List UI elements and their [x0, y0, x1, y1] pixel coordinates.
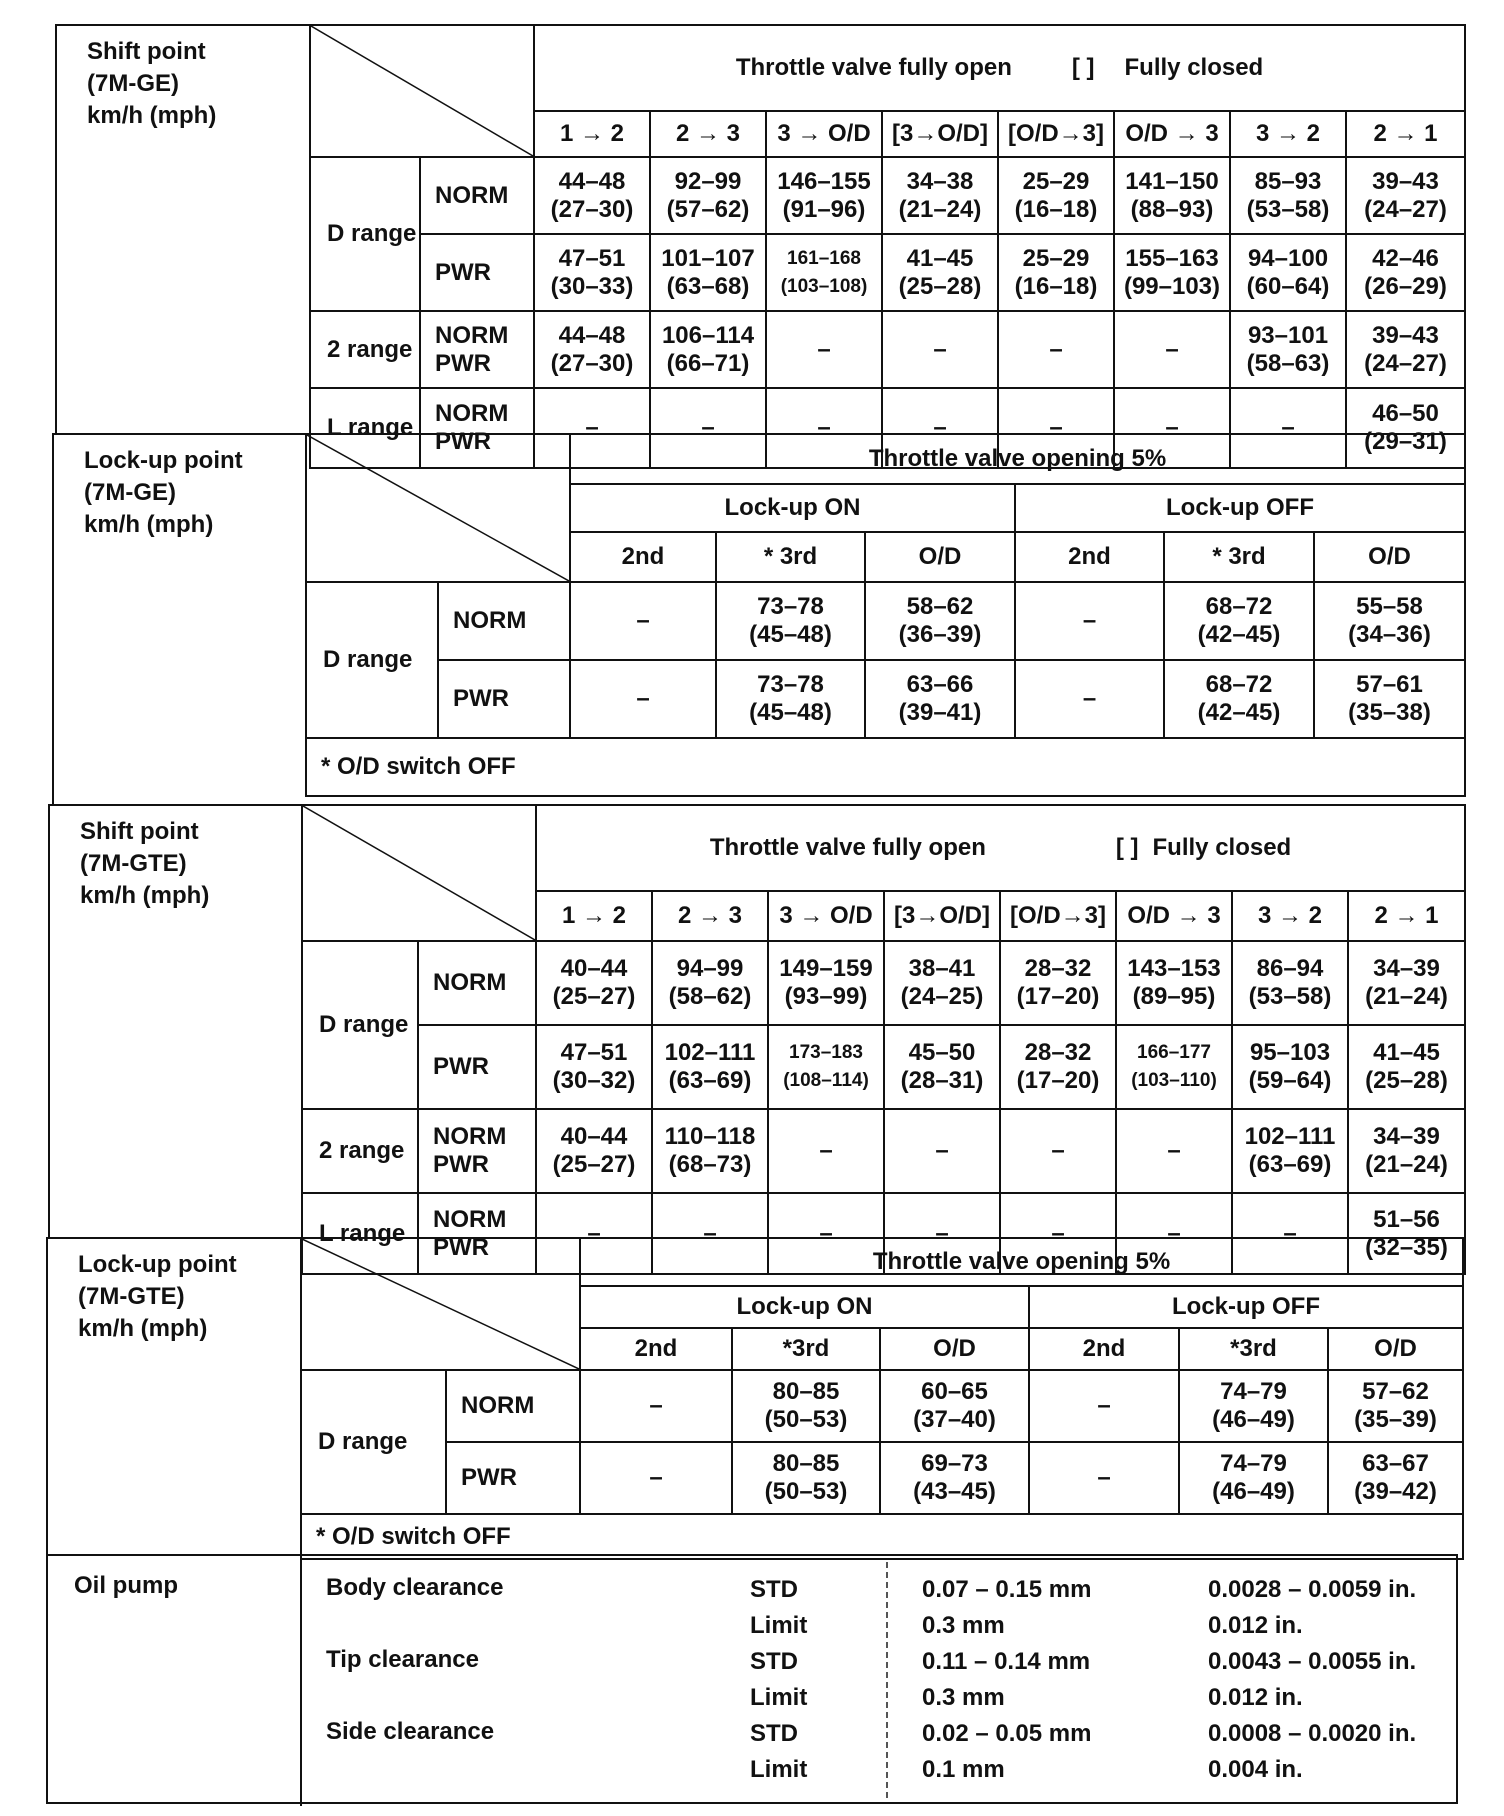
range-label: D range: [301, 1370, 446, 1514]
lockup-on-group: Lock-up ON: [570, 484, 1015, 532]
limit-mm: 0.3 mm: [922, 1684, 1005, 1711]
col-header: 3 → O/D: [768, 891, 884, 941]
value-cell: 60–65 (37–40): [880, 1370, 1029, 1442]
col-header: 2 → 3: [652, 891, 768, 941]
lockup-point-7m-ge-section: [52, 433, 1460, 806]
mode-label: NORM PWR: [418, 1193, 536, 1274]
shift-point-7m-gte-section: [48, 804, 1460, 1261]
value-cell: 41–45 (25–28): [882, 234, 998, 311]
col-header: 2 → 3: [650, 111, 766, 157]
diagonal-corner-cell: [306, 434, 570, 582]
limit-label: Limit: [750, 1756, 808, 1783]
value-cell: 51–56 (32–35): [1348, 1193, 1465, 1274]
col-header: * 3rd: [1164, 532, 1314, 582]
value-cell: –: [1029, 1370, 1179, 1442]
std-mm: 0.11 – 0.14 mm: [922, 1648, 1091, 1675]
value-cell: 63–67 (39–42): [1328, 1442, 1463, 1514]
lockup-point-7m-gte-section: [46, 1237, 1458, 1556]
diagonal-corner-cell: [302, 805, 536, 941]
value-cell: 41–45 (25–28): [1348, 1025, 1465, 1109]
limit-in: 0.004 in.: [1208, 1756, 1303, 1783]
limit-mm: 0.1 mm: [922, 1756, 1005, 1783]
lockup-point-table: [300, 1237, 1464, 1560]
limit-in: 0.012 in.: [1208, 1684, 1303, 1711]
mode-label: NORM PWR: [418, 1109, 536, 1193]
value-cell: –: [536, 1193, 652, 1274]
mode-label: PWR: [446, 1442, 580, 1514]
limit-mm: 0.3 mm: [922, 1612, 1005, 1639]
std-label: STD: [750, 1576, 798, 1603]
value-cell: 44–48 (27–30): [534, 157, 650, 234]
range-label: D range: [302, 941, 418, 1109]
throttle-header: [534, 25, 1465, 111]
section-label: Shift point (7M-GTE) km/h (mph): [80, 818, 210, 909]
value-cell: 161–168 (103–108): [766, 234, 882, 311]
value-cell: –: [766, 388, 882, 468]
col-header: 3 → 2: [1230, 111, 1346, 157]
std-in: 0.0028 – 0.0059 in.: [1208, 1576, 1417, 1603]
oil-pump-section: [46, 1554, 1458, 1804]
value-cell: –: [768, 1193, 884, 1274]
value-cell: 57–61 (35–38): [1314, 660, 1465, 738]
value-cell: 42–46 (26–29): [1346, 234, 1465, 311]
value-cell: –: [766, 311, 882, 388]
value-cell: 28–32 (17–20): [1000, 1025, 1116, 1109]
mode-label: PWR: [420, 234, 534, 311]
value-cell: –: [1116, 1109, 1232, 1193]
column-divider: [300, 1554, 302, 1806]
value-cell: 149–159 (93–99): [768, 941, 884, 1025]
mode-label: PWR: [438, 660, 570, 738]
value-cell: –: [580, 1370, 732, 1442]
value-cell: 141–150 (88–93): [1114, 157, 1230, 234]
shift-point-7m-ge-section: [55, 24, 1460, 455]
col-header: 3 → O/D: [766, 111, 882, 157]
col-header: 2nd: [1015, 532, 1164, 582]
value-cell: 92–99 (57–62): [650, 157, 766, 234]
range-label: L range: [310, 388, 420, 468]
value-divider: [886, 1562, 888, 1798]
col-header: O/D → 3: [1114, 111, 1230, 157]
throttle-header: [536, 805, 1465, 891]
col-header: [3→O/D]: [884, 891, 1000, 941]
col-header: 2 → 1: [1346, 111, 1465, 157]
bracket-label: [ ]: [1115, 834, 1139, 861]
value-cell: 25–29 (16–18): [998, 157, 1114, 234]
value-cell: 39–43 (24–27): [1346, 311, 1465, 388]
value-cell: 74–79 (46–49): [1179, 1442, 1328, 1514]
value-cell: 94–99 (58–62): [652, 941, 768, 1025]
limit-label: Limit: [750, 1684, 808, 1711]
value-cell: –: [998, 311, 1114, 388]
range-label: 2 range: [310, 311, 420, 388]
value-cell: –: [1116, 1193, 1232, 1274]
value-cell: 47–51 (30–33): [534, 234, 650, 311]
throttle-opening-header: Throttle valve opening 5%: [570, 434, 1465, 484]
value-cell: 155–163 (99–103): [1114, 234, 1230, 311]
value-cell: 46–50 (29–31): [1346, 388, 1465, 468]
value-cell: –: [1029, 1442, 1179, 1514]
fully-closed-label: Fully closed: [1152, 834, 1292, 861]
shift-point-table: [309, 24, 1466, 469]
value-cell: 45–50 (28–31): [884, 1025, 1000, 1109]
oil-item-name: Body clearance: [326, 1574, 504, 1601]
value-cell: –: [884, 1193, 1000, 1274]
value-cell: 63–66 (39–41): [865, 660, 1015, 738]
section-label: Shift point (7M-GE) km/h (mph): [87, 38, 217, 129]
col-header: * 3rd: [716, 532, 865, 582]
value-cell: 73–78 (45–48): [716, 660, 865, 738]
value-cell: 40–44 (25–27): [536, 941, 652, 1025]
value-cell: 166–177 (103–110): [1116, 1025, 1232, 1109]
value-cell: 40–44 (25–27): [536, 1109, 652, 1193]
value-cell: 38–41 (24–25): [884, 941, 1000, 1025]
value-cell: –: [998, 388, 1114, 468]
col-header: O/D: [880, 1328, 1029, 1370]
col-header: *3rd: [1179, 1328, 1328, 1370]
value-cell: 34–39 (21–24): [1348, 941, 1465, 1025]
value-cell: 143–153 (89–95): [1116, 941, 1232, 1025]
range-label: D range: [310, 157, 420, 311]
col-header: 2nd: [580, 1328, 732, 1370]
section-label: Lock-up point (7M-GTE) km/h (mph): [78, 1251, 237, 1342]
fully-open-label: Throttle valve fully open: [709, 834, 986, 861]
lockup-off-group: Lock-up OFF: [1029, 1286, 1463, 1328]
diagonal-corner-cell: [310, 25, 534, 157]
mode-label: NORM: [418, 941, 536, 1025]
std-label: STD: [750, 1648, 798, 1675]
col-header: 3 → 2: [1232, 891, 1348, 941]
value-cell: 28–32 (17–20): [1000, 941, 1116, 1025]
col-header: O/D: [1314, 532, 1465, 582]
col-header: 2nd: [1029, 1328, 1179, 1370]
section-label: Oil pump: [74, 1572, 178, 1599]
mode-label: PWR: [418, 1025, 536, 1109]
oil-item-name: Side clearance: [326, 1718, 495, 1745]
std-mm: 0.07 – 0.15 mm: [922, 1576, 1092, 1603]
value-cell: 68–72 (42–45): [1164, 660, 1314, 738]
col-header: 2 → 1: [1348, 891, 1465, 941]
col-header: *3rd: [732, 1328, 880, 1370]
value-cell: 93–101 (58–63): [1230, 311, 1346, 388]
col-header: [O/D→3]: [1000, 891, 1116, 941]
range-label: D range: [306, 582, 438, 738]
fully-closed-label: Fully closed: [1124, 54, 1264, 81]
value-cell: 102–111 (63–69): [1232, 1109, 1348, 1193]
col-header: [3→O/D]: [882, 111, 998, 157]
lockup-on-group: Lock-up ON: [580, 1286, 1029, 1328]
value-cell: –: [652, 1193, 768, 1274]
value-cell: 57–62 (35–39): [1328, 1370, 1463, 1442]
value-cell: –: [570, 582, 716, 660]
value-cell: 34–38 (21–24): [882, 157, 998, 234]
oil-item-name: Tip clearance: [326, 1646, 479, 1673]
value-cell: –: [1015, 660, 1164, 738]
value-cell: –: [650, 388, 766, 468]
bracket-label: [ ]: [1071, 54, 1095, 81]
value-cell: –: [768, 1109, 884, 1193]
value-cell: 95–103 (59–64): [1232, 1025, 1348, 1109]
col-header: O/D: [865, 532, 1015, 582]
section-label: Lock-up point (7M-GE) km/h (mph): [84, 447, 243, 538]
value-cell: 47–51 (30–32): [536, 1025, 652, 1109]
value-cell: 44–48 (27–30): [534, 311, 650, 388]
value-cell: 80–85 (50–53): [732, 1370, 880, 1442]
value-cell: 106–114 (66–71): [650, 311, 766, 388]
col-header: O/D → 3: [1116, 891, 1232, 941]
mode-label: NORM: [438, 582, 570, 660]
range-label: 2 range: [302, 1109, 418, 1193]
value-cell: 73–78 (45–48): [716, 582, 865, 660]
shift-point-table: [301, 804, 1466, 1275]
value-cell: 86–94 (53–58): [1232, 941, 1348, 1025]
limit-in: 0.012 in.: [1208, 1612, 1303, 1639]
mode-label: NORM PWR: [420, 388, 534, 468]
value-cell: –: [534, 388, 650, 468]
value-cell: 101–107 (63–68): [650, 234, 766, 311]
od-switch-note: * O/D switch OFF: [301, 1514, 1463, 1559]
col-header: 2nd: [570, 532, 716, 582]
value-cell: 69–73 (43–45): [880, 1442, 1029, 1514]
mode-label: NORM: [420, 157, 534, 234]
col-header: [O/D→3]: [998, 111, 1114, 157]
col-header: O/D: [1328, 1328, 1463, 1370]
diagonal-corner-cell: [301, 1238, 580, 1370]
limit-label: Limit: [750, 1612, 808, 1639]
value-cell: 55–58 (34–36): [1314, 582, 1465, 660]
value-cell: –: [1000, 1193, 1116, 1274]
throttle-opening-header: Throttle valve opening 5%: [580, 1238, 1463, 1286]
std-in: 0.0043 – 0.0055 in.: [1208, 1648, 1417, 1675]
value-cell: –: [580, 1442, 732, 1514]
value-cell: 39–43 (24–27): [1346, 157, 1465, 234]
od-switch-note: * O/D switch OFF: [306, 738, 1465, 796]
mode-label: NORM: [446, 1370, 580, 1442]
range-label: L range: [302, 1193, 418, 1274]
std-in: 0.0008 – 0.0020 in.: [1208, 1720, 1417, 1747]
value-cell: –: [882, 311, 998, 388]
lockup-off-group: Lock-up OFF: [1015, 484, 1465, 532]
mode-label: NORM PWR: [420, 311, 534, 388]
value-cell: –: [1232, 1193, 1348, 1274]
value-cell: 110–118 (68–73): [652, 1109, 768, 1193]
value-cell: 173–183 (108–114): [768, 1025, 884, 1109]
lockup-point-table: [305, 433, 1466, 797]
value-cell: 25–29 (16–18): [998, 234, 1114, 311]
value-cell: –: [1114, 388, 1230, 468]
value-cell: –: [1114, 311, 1230, 388]
value-cell: 74–79 (46–49): [1179, 1370, 1328, 1442]
col-header: 1 → 2: [536, 891, 652, 941]
value-cell: 68–72 (42–45): [1164, 582, 1314, 660]
value-cell: 80–85 (50–53): [732, 1442, 880, 1514]
value-cell: 34–39 (21–24): [1348, 1109, 1465, 1193]
value-cell: –: [882, 388, 998, 468]
col-header: 1 → 2: [534, 111, 650, 157]
value-cell: –: [1230, 388, 1346, 468]
value-cell: 146–155 (91–96): [766, 157, 882, 234]
value-cell: –: [1015, 582, 1164, 660]
value-cell: –: [884, 1109, 1000, 1193]
value-cell: –: [570, 660, 716, 738]
value-cell: 94–100 (60–64): [1230, 234, 1346, 311]
std-mm: 0.02 – 0.05 mm: [922, 1720, 1092, 1747]
value-cell: 85–93 (53–58): [1230, 157, 1346, 234]
std-label: STD: [750, 1720, 798, 1747]
fully-open-label: Throttle valve fully open: [735, 54, 1012, 81]
value-cell: –: [1000, 1109, 1116, 1193]
value-cell: 58–62 (36–39): [865, 582, 1015, 660]
value-cell: 102–111 (63–69): [652, 1025, 768, 1109]
